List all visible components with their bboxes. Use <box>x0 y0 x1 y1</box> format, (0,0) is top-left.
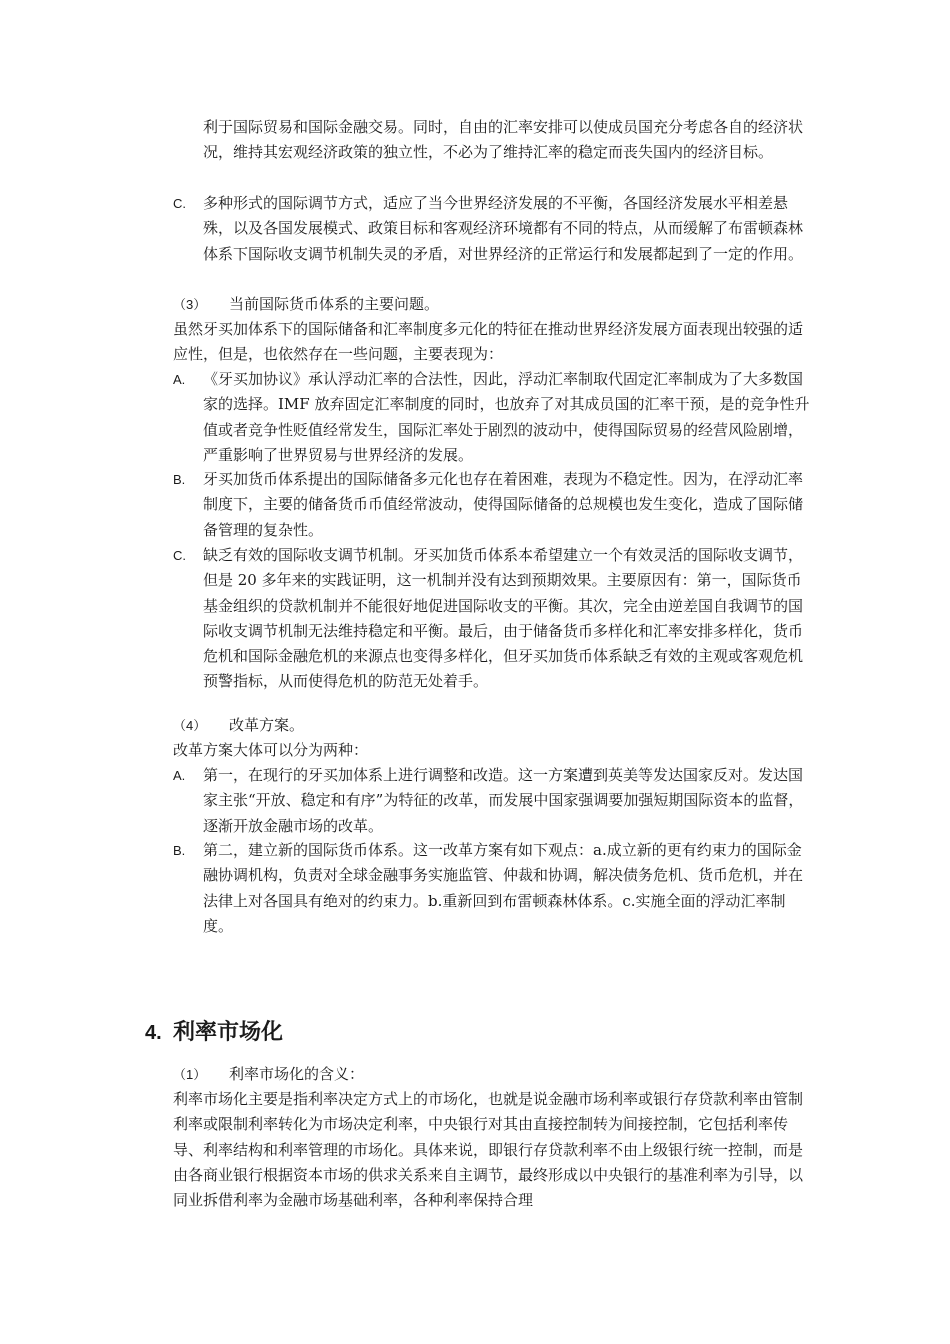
list-label: B. <box>173 843 186 858</box>
list-text: 缺乏有效的国际收支调节机制。牙买加货币体系本希望建立一个有效灵活的国际收支调节，但是 20 多年来的实践证明，这一机制并没有达到预期效果。主要原因有：第一，国际货币基金组织的贷款机制并不能很好地促进国际收支的平衡。其次，完全由逆差国自我调节的国际收支调节机制无法维持稳定和平衡。最后，由于储备货币多样化和汇率安排多样化，货币危机和国际金融危机的来源点也变得多样化，但牙买加货币体系缺乏有效的主观或客观危机预警指标，从而使得危机的防范无处着手。 <box>203 546 804 691</box>
paragraph-problems-intro: 虽然牙买加体系下的国际储备和汇率制度多元化的特征在推动世界经济发展方面表现出较强的适应性，但是，也依然存在一些问题，主要表现为： <box>173 320 804 364</box>
subheading-title: 当前国际货币体系的主要问题。 <box>229 295 440 313</box>
subheading-title: 改革方案。 <box>229 716 305 734</box>
list-text: 第二，建立新的国际货币体系。这一改革方案有如下观点：a.成立新的更有约束力的国际金融协调机构，负责对全球金融事务实施监管、仲裁和协调，解决债务危机、货币危机，并在法律上对各国具有绝对的约束力。b.重新回到布雷顿森林体系。c.实施全面的浮动汇率制度。 <box>203 841 804 935</box>
list-label: A. <box>173 372 186 387</box>
list-label: C. <box>173 548 186 563</box>
subheading-number: （1） <box>173 1067 207 1082</box>
list-text: 牙买加货币体系提出的国际储备多元化也存在着困难，表现为不稳定性。因为，在浮动汇率制度下，主要的储备货币币值经常波动，使得国际储备的总规模也发生变化，造成了国际储备管理的复杂性。 <box>203 470 804 539</box>
subheading-number: （4） <box>173 718 207 733</box>
section-heading-4 <box>145 1017 283 1048</box>
list-label: A. <box>173 768 186 783</box>
paragraph-reform-intro: 改革方案大体可以分为两种： <box>173 741 369 759</box>
subheading-title: 利率市场化的含义： <box>229 1065 365 1083</box>
list-label: C. <box>173 196 186 211</box>
continued-paragraph: 利于国际贸易和国际金融交易。同时，自由的汇率安排可以使成员国充分考虑各自的经济状况，维持其宏观经济政策的独立性，不必为了维持汇率的稳定而丧失国内的经济目标。 <box>203 118 804 162</box>
list-label: B. <box>173 472 186 487</box>
subheading-number: （3） <box>173 297 207 312</box>
list-item-a-reform <box>173 763 813 839</box>
list-item-b-reform <box>173 838 813 939</box>
subheading-4-1 <box>173 1062 364 1087</box>
list-item-b-problem <box>173 467 813 543</box>
list-text: 第一，在现行的牙买加体系上进行调整和改造。这一方案遭到英美等发达国家反对。发达国家主张“开放、稳定和有序”为特征的改革，而发展中国家强调要加强短期国际资本的监督，逐渐开放金融市场的改革。 <box>203 766 804 835</box>
paragraph-rate-marketization: 利率市场化主要是指利率决定方式上的市场化，也就是说金融市场利率或银行存贷款利率由管制利率或限制利率转化为市场决定利率，中央银行对其由直接控制转为间接控制，它包括利率传导、利率结构和利率管理的市场化。具体来说，即银行存贷款利率不由上级银行统一控制，而是由各商业银行根据资本市场的供求关系来自主调节，最终形成以中央银行的基准利率为引导，以同业拆借利率为金融市场基础利率，各种利率保持合理 <box>173 1090 804 1210</box>
list-item-c-advantage <box>173 191 813 267</box>
subheading-4 <box>173 713 304 738</box>
list-item-a-problem <box>173 367 813 468</box>
list-text: 多种形式的国际调节方式，适应了当今世界经济发展的不平衡，各国经济发展水平相差悬殊，以及各国发展模式、政策目标和客观经济环境都有不同的特点，从而缓解了布雷顿森林体系下国际收支调节机制失灵的矛盾，对世界经济的正常运行和发展都起到了一定的作用。 <box>203 194 804 263</box>
list-text: 《牙买加协议》承认浮动汇率的合法性，因此，浮动汇率制取代固定汇率制成为了大多数国家的选择。IMF 放弃固定汇率制度的同时，也放弃了对其成员国的汇率干预，是的竞争性升值或者竞争性贬值经常发生，国际汇率处于剧烈的波动中，使得国际贸易的经营风险剧增，严重影响了世界贸易与世界经济的发展。 <box>203 370 810 464</box>
section-title: 利率市场化 <box>173 1019 284 1045</box>
section-number: 4. <box>145 1022 162 1044</box>
list-item-c-problem <box>173 543 813 695</box>
subheading-3 <box>173 292 439 317</box>
